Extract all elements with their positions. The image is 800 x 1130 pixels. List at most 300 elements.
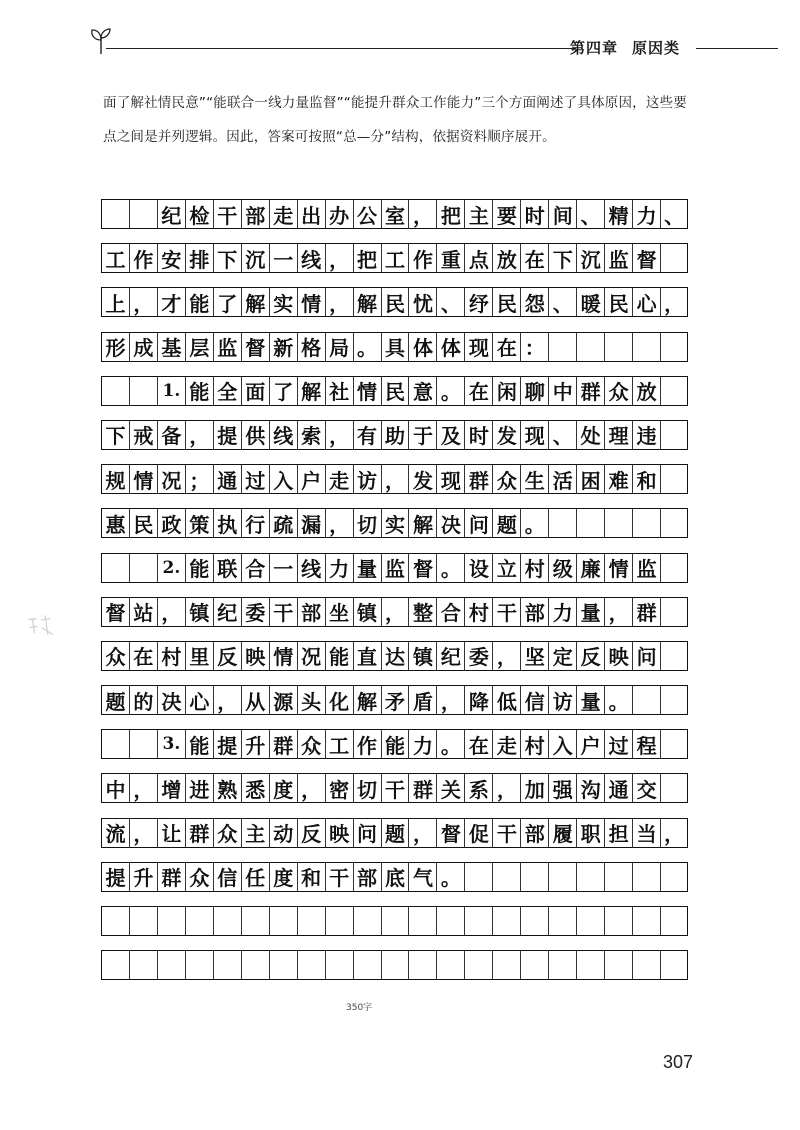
grid-cell: 化 — [325, 685, 353, 715]
grid-cell: 闲 — [492, 376, 520, 406]
grid-cell: 通 — [604, 773, 632, 803]
grid-cell: 众 — [185, 862, 213, 892]
grid-row — [101, 420, 688, 450]
grid-cell: 督 — [408, 553, 436, 583]
grid-cell: 面 — [241, 376, 269, 406]
grid-cell: 部 — [520, 818, 548, 848]
grid-cell: 基 — [157, 332, 185, 362]
grid-cell: 。 — [436, 729, 464, 759]
grid-cell: 从 — [241, 685, 269, 715]
grid-cell — [129, 553, 157, 583]
grid-cell: 力 — [632, 199, 660, 229]
grid-cell: 全 — [213, 376, 241, 406]
grid-cell — [492, 906, 520, 936]
grid-cell: 入 — [548, 729, 576, 759]
grid-cell: 众 — [101, 641, 129, 671]
grid-cell — [660, 950, 688, 980]
grid-row — [101, 729, 688, 759]
grid-cell: 能 — [185, 553, 213, 583]
grid-cell: 情 — [353, 376, 381, 406]
grid-cell: 群 — [408, 773, 436, 803]
grid-cell — [101, 199, 129, 229]
grid-cell: 时 — [520, 199, 548, 229]
grid-cell: 悉 — [241, 773, 269, 803]
grid-cell: 。 — [353, 332, 381, 362]
grid-cell: 部 — [241, 199, 269, 229]
grid-cell: 政 — [157, 508, 185, 538]
grid-cell — [101, 906, 129, 936]
grid-cell: 监 — [213, 332, 241, 362]
grid-cell: 精 — [604, 199, 632, 229]
grid-cell — [213, 906, 241, 936]
grid-cell: 定 — [548, 641, 576, 671]
grid-cell: 民 — [604, 287, 632, 317]
grid-cell: 、 — [436, 287, 464, 317]
grid-cell: 处 — [576, 420, 604, 450]
grid-cell: 干 — [325, 862, 353, 892]
grid-cell: 暖 — [576, 287, 604, 317]
grid-cell: 熟 — [213, 773, 241, 803]
grid-cell: 干 — [381, 773, 409, 803]
grid-cell: 、 — [660, 199, 688, 229]
grid-cell: 规 — [101, 464, 129, 494]
grid-row — [101, 464, 688, 494]
grid-cell — [576, 862, 604, 892]
grid-cell: 民 — [381, 376, 409, 406]
grid-cell — [632, 862, 660, 892]
grid-cell: 源 — [269, 685, 297, 715]
grid-cell — [660, 597, 688, 627]
grid-cell: 放 — [632, 376, 660, 406]
grid-cell: 当 — [632, 818, 660, 848]
grid-cell — [520, 906, 548, 936]
grid-cell: 活 — [548, 464, 576, 494]
grid-row — [101, 376, 688, 406]
grid-cell — [520, 950, 548, 980]
grid-cell: 切 — [353, 773, 381, 803]
grid-cell: 题 — [381, 818, 409, 848]
grid-cell: 督 — [436, 818, 464, 848]
grid-cell: 时 — [464, 420, 492, 450]
grid-cell: 干 — [492, 597, 520, 627]
grid-cell: 备 — [157, 420, 185, 450]
grid-cell: ， — [381, 464, 409, 494]
grid-cell: 上 — [101, 287, 129, 317]
grid-cell: 出 — [297, 199, 325, 229]
faint-stamp-icon — [24, 610, 58, 644]
header-rule-right — [696, 48, 778, 49]
grid-cell: 密 — [325, 773, 353, 803]
grid-cell: 局 — [325, 332, 353, 362]
grid-cell — [660, 332, 688, 362]
grid-cell: 把 — [436, 199, 464, 229]
grid-cell: 决 — [436, 508, 464, 538]
grid-cell: 合 — [436, 597, 464, 627]
grid-cell: 了 — [269, 376, 297, 406]
grid-cell: 在 — [129, 641, 157, 671]
grid-cell: 反 — [297, 818, 325, 848]
grid-cell — [464, 862, 492, 892]
grid-cell — [604, 906, 632, 936]
grid-cell: 在 — [464, 729, 492, 759]
grid-cell: 部 — [520, 597, 548, 627]
grid-cell: 3. — [157, 729, 185, 759]
grid-cell: 间 — [548, 199, 576, 229]
grid-cell: 新 — [269, 332, 297, 362]
grid-cell: 供 — [241, 420, 269, 450]
grid-cell: 一 — [269, 553, 297, 583]
grid-cell: 纪 — [157, 199, 185, 229]
grid-cell: 工 — [325, 729, 353, 759]
grid-cell: ， — [408, 818, 436, 848]
grid-cell: 部 — [297, 597, 325, 627]
grid-cell: 社 — [325, 376, 353, 406]
grid-cell: 问 — [632, 641, 660, 671]
grid-cell: 群 — [464, 464, 492, 494]
grid-cell: 力 — [325, 553, 353, 583]
grid-cell: 镇 — [353, 597, 381, 627]
grid-cell: 问 — [464, 508, 492, 538]
grid-cell: 能 — [325, 641, 353, 671]
grid-cell — [632, 332, 660, 362]
grid-cell: 题 — [101, 685, 129, 715]
grid-cell: 关 — [436, 773, 464, 803]
grid-cell: 量 — [353, 553, 381, 583]
grid-cell — [436, 950, 464, 980]
grid-cell: ， — [325, 287, 353, 317]
grid-cell: 设 — [464, 553, 492, 583]
grid-cell: 联 — [213, 553, 241, 583]
grid-cell: 走 — [325, 464, 353, 494]
grid-cell: 加 — [520, 773, 548, 803]
grid-cell: 于 — [408, 420, 436, 450]
grid-cell: 督 — [632, 243, 660, 273]
grid-cell: 能 — [185, 376, 213, 406]
grid-cell: 直 — [353, 641, 381, 671]
grid-cell: 过 — [241, 464, 269, 494]
grid-cell: 忧 — [408, 287, 436, 317]
grid-row — [101, 597, 688, 627]
grid-cell: 量 — [576, 685, 604, 715]
grid-cell: 群 — [576, 376, 604, 406]
grid-cell: 村 — [520, 729, 548, 759]
grid-cell: 民 — [381, 287, 409, 317]
grid-cell: 映 — [325, 818, 353, 848]
grid-cell: 交 — [632, 773, 660, 803]
grid-cell: 2. — [157, 553, 185, 583]
grid-cell: 担 — [604, 818, 632, 848]
grid-cell: 作 — [408, 243, 436, 273]
page-header — [78, 22, 778, 62]
grid-row — [101, 199, 688, 229]
grid-cell: 戒 — [129, 420, 157, 450]
grid-cell — [408, 950, 436, 980]
grid-cell: 众 — [297, 729, 325, 759]
grid-row — [101, 553, 688, 583]
grid-cell — [660, 243, 688, 273]
grid-cell: 量 — [576, 597, 604, 627]
grid-cell: 了 — [213, 287, 241, 317]
grid-cell: 。 — [436, 553, 464, 583]
grid-cell: 走 — [269, 199, 297, 229]
grid-cell: 监 — [632, 553, 660, 583]
grid-row — [101, 243, 688, 273]
grid-cell: 众 — [492, 464, 520, 494]
grid-cell — [297, 906, 325, 936]
grid-cell: 作 — [353, 729, 381, 759]
grid-cell: 体 — [436, 332, 464, 362]
grid-cell: ； — [185, 464, 213, 494]
grid-cell: 镇 — [408, 641, 436, 671]
grid-cell: ， — [297, 773, 325, 803]
grid-cell: 解 — [241, 287, 269, 317]
grid-cell: 层 — [185, 332, 213, 362]
grid-cell: 有 — [353, 420, 381, 450]
grid-cell: 促 — [464, 818, 492, 848]
grid-cell: 点 — [464, 243, 492, 273]
grid-cell: 在 — [492, 332, 520, 362]
grid-cell: 户 — [297, 464, 325, 494]
section-label: 原因类 — [632, 39, 681, 57]
grid-cell — [576, 508, 604, 538]
grid-cell — [269, 950, 297, 980]
grid-cell: 公 — [353, 199, 381, 229]
grid-cell — [548, 862, 576, 892]
grid-cell — [660, 641, 688, 671]
grid-cell — [548, 508, 576, 538]
grid-cell — [408, 906, 436, 936]
grid-cell: 中 — [101, 773, 129, 803]
grid-cell: 达 — [381, 641, 409, 671]
grid-cell: 办 — [325, 199, 353, 229]
grid-cell: 1. — [157, 376, 185, 406]
grid-cell: 下 — [213, 243, 241, 273]
grid-cell: 村 — [464, 597, 492, 627]
grid-cell — [660, 376, 688, 406]
grid-cell: 降 — [464, 685, 492, 715]
sprout-icon — [88, 26, 114, 56]
grid-cell: 实 — [381, 508, 409, 538]
grid-cell: ， — [325, 420, 353, 450]
grid-cell — [660, 420, 688, 450]
grid-cell — [548, 332, 576, 362]
grid-cell: 履 — [548, 818, 576, 848]
grid-cell: 干 — [492, 818, 520, 848]
grid-cell: ， — [129, 773, 157, 803]
grid-cell: 发 — [408, 464, 436, 494]
grid-cell: 违 — [632, 420, 660, 450]
grid-cell — [576, 950, 604, 980]
grid-cell: 解 — [353, 685, 381, 715]
grid-cell: 解 — [353, 287, 381, 317]
grid-cell: 动 — [269, 818, 297, 848]
grid-cell: 访 — [548, 685, 576, 715]
grid-cell: 提 — [213, 729, 241, 759]
grid-cell: 监 — [381, 553, 409, 583]
grid-cell — [129, 950, 157, 980]
grid-cell: 众 — [604, 376, 632, 406]
grid-cell — [632, 950, 660, 980]
grid-cell — [520, 862, 548, 892]
grid-cell: 流 — [101, 818, 129, 848]
grid-cell: 形 — [101, 332, 129, 362]
grid-cell: 疏 — [269, 508, 297, 538]
grid-cell: 切 — [353, 508, 381, 538]
grid-cell: 情 — [604, 553, 632, 583]
grid-cell: 头 — [297, 685, 325, 715]
grid-cell — [213, 950, 241, 980]
grid-cell: 惠 — [101, 508, 129, 538]
grid-cell: 能 — [185, 729, 213, 759]
grid-cell: 成 — [129, 332, 157, 362]
grid-cell — [297, 950, 325, 980]
grid-cell: 主 — [464, 199, 492, 229]
grid-cell: 下 — [548, 243, 576, 273]
grid-cell: 问 — [353, 818, 381, 848]
grid-cell: 督 — [101, 597, 129, 627]
grid-cell — [660, 906, 688, 936]
grid-cell: 访 — [353, 464, 381, 494]
grid-cell: 升 — [241, 729, 269, 759]
grid-cell — [101, 376, 129, 406]
grid-cell: 理 — [604, 420, 632, 450]
grid-row — [101, 287, 688, 317]
grid-cell: ， — [408, 199, 436, 229]
grid-cell: ， — [436, 685, 464, 715]
grid-cell — [660, 862, 688, 892]
grid-cell: 意 — [408, 376, 436, 406]
grid-cell — [660, 464, 688, 494]
intro-paragraph: 面了解社情民意”“能联合一线力量监督”“能提升群众工作能力”三个方面阐述了具体原因，这些要点之间是并列逻辑。因此，答案可按照“总—分”结构，依据资料顺序展开。 — [103, 95, 687, 145]
grid-cell: 职 — [576, 818, 604, 848]
grid-cell: 重 — [436, 243, 464, 273]
grid-row — [101, 332, 688, 362]
grid-cell — [660, 685, 688, 715]
grid-cell — [381, 950, 409, 980]
grid-cell: 部 — [353, 862, 381, 892]
grid-cell — [576, 332, 604, 362]
grid-cell — [325, 906, 353, 936]
grid-cell: 级 — [548, 553, 576, 583]
grid-cell: 索 — [297, 420, 325, 450]
grid-cell: 排 — [185, 243, 213, 273]
grid-cell: 能 — [185, 287, 213, 317]
grid-row — [101, 950, 688, 980]
grid-cell: 解 — [297, 376, 325, 406]
grid-cell: 村 — [157, 641, 185, 671]
grid-cell: 心 — [632, 287, 660, 317]
grid-cell: 决 — [157, 685, 185, 715]
grid-row — [101, 773, 688, 803]
grid-row — [101, 906, 688, 936]
grid-cell — [604, 332, 632, 362]
grid-cell — [660, 729, 688, 759]
grid-cell: ， — [492, 641, 520, 671]
grid-cell: 映 — [241, 641, 269, 671]
grid-cell — [660, 553, 688, 583]
grid-cell: ， — [492, 773, 520, 803]
grid-cell — [325, 950, 353, 980]
grid-cell: 沉 — [576, 243, 604, 273]
grid-cell: 反 — [576, 641, 604, 671]
grid-cell: 行 — [241, 508, 269, 538]
grid-cell: 民 — [129, 508, 157, 538]
grid-cell: 室 — [381, 199, 409, 229]
grid-cell: 群 — [632, 597, 660, 627]
grid-cell: 困 — [576, 464, 604, 494]
grid-cell: ， — [213, 685, 241, 715]
grid-cell: 和 — [297, 862, 325, 892]
grid-row — [101, 508, 688, 538]
grid-cell: 解 — [408, 508, 436, 538]
grid-cell: 体 — [408, 332, 436, 362]
grid-cell: 、 — [548, 287, 576, 317]
margin-stamp — [24, 610, 58, 648]
grid-cell — [101, 729, 129, 759]
grid-cell: 户 — [576, 729, 604, 759]
grid-cell — [632, 906, 660, 936]
grid-cell: 生 — [520, 464, 548, 494]
grid-cell: 干 — [213, 199, 241, 229]
grid-cell: 坚 — [520, 641, 548, 671]
grid-cell: 在 — [464, 376, 492, 406]
grid-cell: 群 — [157, 862, 185, 892]
grid-cell — [604, 508, 632, 538]
page-number: 307 — [663, 1052, 694, 1072]
grid-cell: 安 — [157, 243, 185, 273]
grid-cell: 站 — [129, 597, 157, 627]
grid-cell — [129, 376, 157, 406]
grid-cell: 检 — [185, 199, 213, 229]
grid-cell: 情 — [129, 464, 157, 494]
grid-cell: ， — [129, 287, 157, 317]
grid-cell: 题 — [492, 508, 520, 538]
grid-cell: 发 — [492, 420, 520, 450]
grid-cell: 镇 — [185, 597, 213, 627]
grid-cell — [157, 950, 185, 980]
grid-cell: 把 — [353, 243, 381, 273]
grid-cell: 、 — [576, 199, 604, 229]
grid-cell: 力 — [408, 729, 436, 759]
grid-cell — [548, 906, 576, 936]
grid-cell: 反 — [213, 641, 241, 671]
grid-cell: 漏 — [297, 508, 325, 538]
grid-cell: 升 — [129, 862, 157, 892]
grid-cell — [381, 906, 409, 936]
grid-cell: 干 — [269, 597, 297, 627]
grid-cell — [241, 950, 269, 980]
grid-cell: 增 — [157, 773, 185, 803]
grid-cell: 心 — [185, 685, 213, 715]
grid-cell: 情 — [297, 287, 325, 317]
grid-cell: 低 — [492, 685, 520, 715]
grid-cell: 廉 — [576, 553, 604, 583]
grid-cell: 才 — [157, 287, 185, 317]
grid-cell: 矛 — [381, 685, 409, 715]
grid-cell: 度 — [269, 773, 297, 803]
grid-cell: 聊 — [520, 376, 548, 406]
grid-cell — [632, 508, 660, 538]
chapter-title — [570, 37, 680, 58]
grid-cell: 主 — [241, 818, 269, 848]
grid-cell: 任 — [241, 862, 269, 892]
grid-cell: 一 — [269, 243, 297, 273]
grid-cell: 怨 — [520, 287, 548, 317]
grid-cell: 工 — [101, 243, 129, 273]
grid-cell: 群 — [185, 818, 213, 848]
grid-cell: 及 — [436, 420, 464, 450]
grid-cell: 监 — [604, 243, 632, 273]
